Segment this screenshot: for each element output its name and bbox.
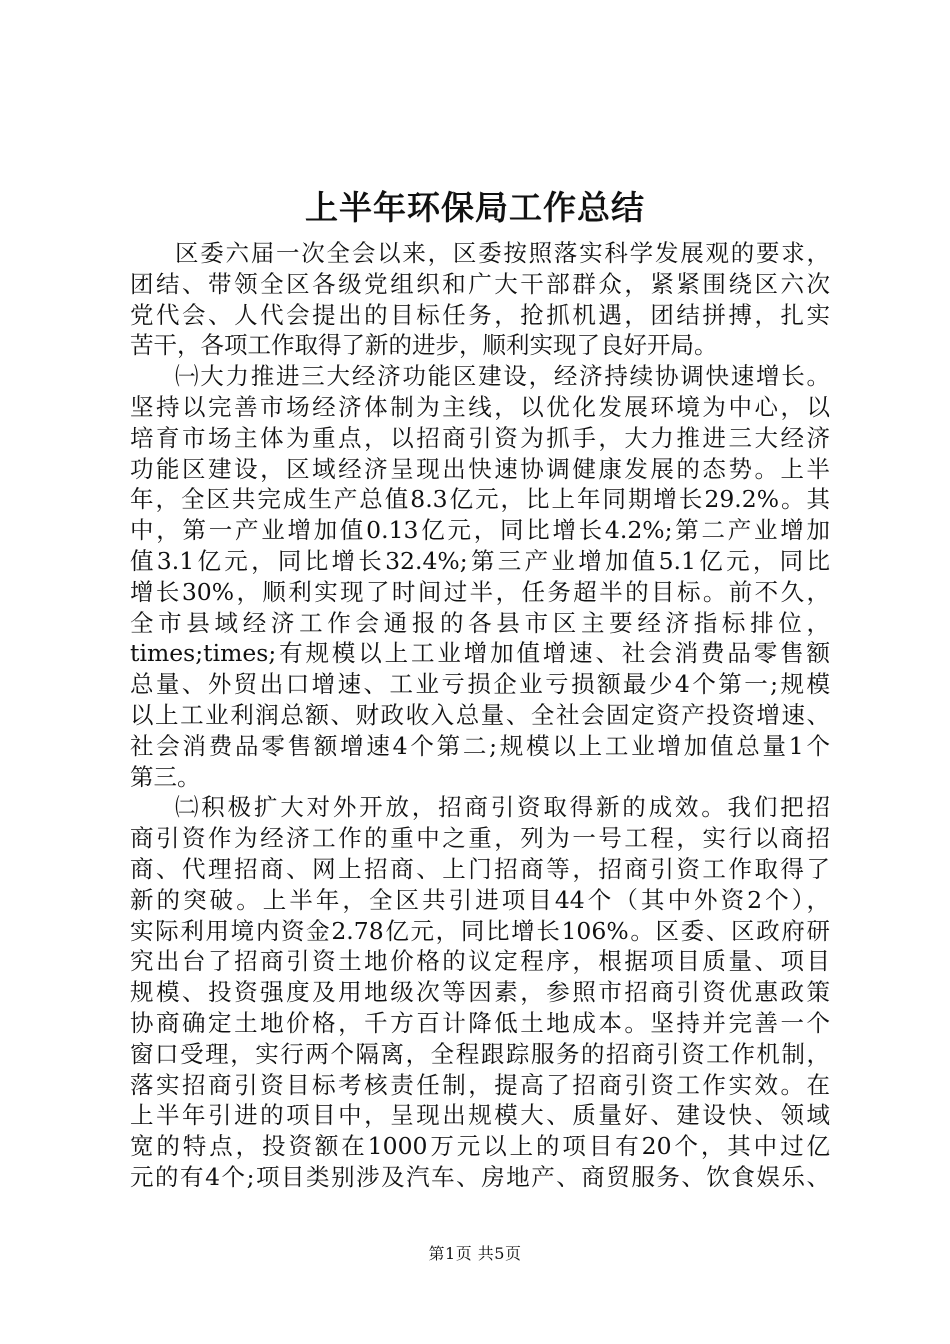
paragraph-line: ㈠大力推进三大经济功能区建设，经济持续协调快速增长。 [175, 362, 830, 391]
paragraph-line: 窗口受理，实行两个隔离，全程跟踪服务的招商引资工作机制， [130, 1039, 830, 1068]
paragraph-line: 年，全区共完成生产总值8.3亿元，比上年同期增长29.2%。其 [130, 485, 830, 514]
paragraph-line: 规模、投资强度及用地级次等因素，参照市招商引资优惠政策 [130, 978, 830, 1007]
paragraph-line: 以上工业利润总额、财政收入总量、全社会固定资产投资增速、 [130, 700, 830, 729]
paragraph-line: 增长30%，顺利实现了时间过半，任务超半的目标。前不久， [130, 577, 830, 606]
paragraph-line: 区委六届一次全会以来，区委按照落实科学发展观的要求， [175, 239, 830, 267]
paragraph-line: 总量、外贸出口增速、工业亏损企业亏损额最少4个第一;规模 [130, 670, 830, 699]
paragraph-line: 社会消费品零售额增速4个第二;规模以上工业增加值总量1个 [130, 731, 830, 760]
paragraph-line: 功能区建设，区域经济呈现出快速协调健康发展的态势。上半 [130, 454, 830, 483]
paragraph-line: 上半年引进的项目中，呈现出规模大、质量好、建设快、领域 [130, 1101, 830, 1130]
paragraph-line: 苦干，各项工作取得了新的进步，顺利实现了良好开局。 [130, 331, 718, 360]
document-body [130, 238, 830, 1193]
paragraph-line: 中，第一产业增加值0.13亿元，同比增长4.2%;第二产业增加 [130, 516, 830, 545]
paragraph-line: 培育市场主体为重点，以招商引资为抓手，大力推进三大经济 [130, 423, 830, 452]
paragraph-line: 第三。 [130, 762, 201, 791]
paragraph-line: 值3.1亿元，同比增长32.4%;第三产业增加值5.1亿元，同比 [130, 546, 830, 575]
paragraph-line: 宽的特点，投资额在1000万元以上的项目有20个，其中过亿 [130, 1132, 830, 1161]
paragraph-line: 实际利用境内资金2.78亿元，同比增长106%。区委、区政府研 [130, 916, 830, 945]
page-number-footer: 第1页 共5页 [428, 1244, 522, 1263]
paragraph-line: 协商确定土地价格，千方百计降低土地成本。坚持并完善一个 [130, 1008, 830, 1037]
paragraph-line: 新的突破。上半年，全区共引进项目44个（其中外资2个）， [130, 885, 830, 914]
paragraph-line: 商、代理招商、网上招商、上门招商等，招商引资工作取得了 [130, 854, 830, 883]
paragraph-line: 全市县域经济工作会通报的各县市区主要经济指标排位， [130, 608, 830, 637]
paragraph-line: 团结、带领全区各级党组织和广大干部群众，紧紧围绕区六次 [130, 269, 830, 298]
paragraph-line: times;times;有规模以上工业增加值增速、社会消费品零售额 [130, 639, 830, 668]
paragraph-line: 落实招商引资目标考核责任制，提高了招商引资工作实效。在 [130, 1070, 830, 1099]
document-title: 上半年环保局工作总结 [305, 188, 645, 227]
paragraph-line: 坚持以完善市场经济体制为主线，以优化发展环境为中心，以 [130, 392, 830, 421]
paragraph-line: ㈡积极扩大对外开放，招商引资取得新的成效。我们把招 [175, 793, 830, 822]
paragraph-line: 究出台了招商引资土地价格的议定程序，根据项目质量、项目 [130, 947, 830, 976]
paragraph-line: 党代会、人代会提出的目标任务，抢抓机遇，团结拼搏，扎实 [130, 300, 830, 329]
paragraph-line: 商引资作为经济工作的重中之重，列为一号工程，实行以商招 [130, 824, 830, 853]
paragraph-line: 元的有4个;项目类别涉及汽车、房地产、商贸服务、饮食娱乐、 [130, 1162, 830, 1191]
